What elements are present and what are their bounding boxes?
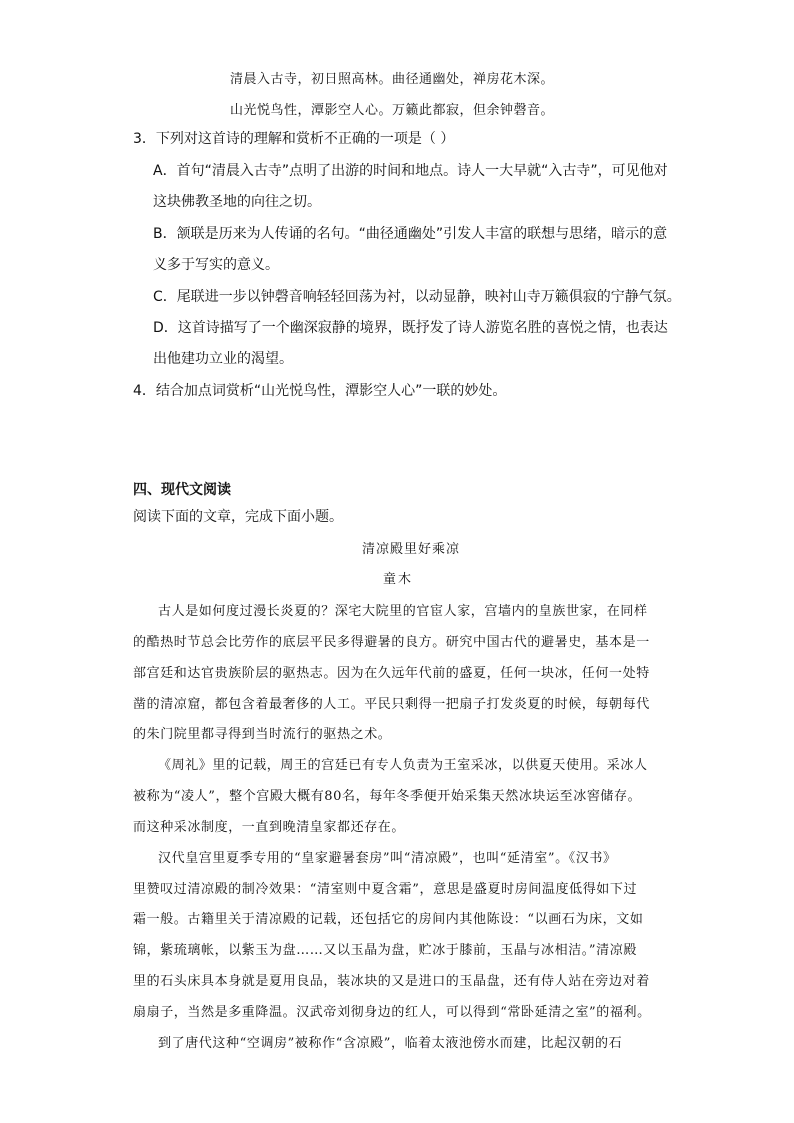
article-author: 童木: [383, 572, 414, 587]
para-3-line-2: 里赞叹过清凉殿的制冷效果：“清室则中夏含霜”，意思是盛夏时房间温度低得如下过: [133, 882, 638, 897]
para-3-line-5: 里的石头床具本身就是夏用良品，装冰块的又是进口的玉晶盘，还有侍人站在旁边对着: [133, 974, 650, 989]
para-2-line-2: 被称为“凌人”，整个宫殿大概有80名，每年冬季便开始采集天然冰块运至冰窖储存。: [133, 789, 642, 804]
option-a-line-1: A．首句“清晨入古寺”点明了出游的时间和地点。诗人一大早就“入古寺”，可见他对: [153, 163, 668, 179]
question-3-stem: 3．下列对这首诗的理解和赏析不正确的一项是（ ）: [133, 131, 455, 147]
poem-line-1: 清晨入古寺，初日照高林。曲径通幽处，禅房花木深。: [230, 72, 555, 87]
option-d-line-1: D．这首诗描写了一个幽深寂静的境界，既抒发了诗人游览名胜的喜悦之情，也表达: [153, 320, 668, 336]
option-d-line-2: 出他建功立业的渴望。: [153, 351, 293, 367]
para-1-line-1: 古人是如何度过漫长炎夏的？深宅大院里的官宦人家，宫墙内的皇族世家，在同样: [158, 604, 648, 619]
para-2-line-3: 而这种采冰制度，一直到晚清皇家都还存在。: [133, 820, 406, 835]
option-a-line-2: 这块佛教圣地的向往之切。: [153, 194, 321, 210]
para-1-line-5: 的朱门院里都寻得到当时流行的驱热之术。: [133, 727, 392, 742]
para-1-line-4: 凿的清凉窟，都包含着最奢侈的人工。平民只剩得一把扇子打发炎夏的时候，每朝每代: [133, 697, 650, 712]
para-1-line-3: 部宫廷和达官贵族阶层的驱热志。因为在久远年代前的盛夏，任何一块冰，任何一处特: [133, 666, 650, 681]
poem-line-2: 山光悦鸟性，潭影空人心。万籁此都寂，但余钟磬音。: [230, 103, 555, 118]
para-1-line-2: 的酷热时节总会比劳作的底层平民多得避暑的良方。研究中国古代的避暑史，基本是一: [133, 635, 650, 650]
section-heading: 四、现代文阅读: [133, 482, 231, 498]
article-title: 清凉殿里好乘凉: [362, 542, 461, 557]
question-4-stem: 4．结合加点词赏析“山光悦鸟性，潭影空人心”一联的妙处。: [133, 383, 507, 399]
para-4-line-1: 到了唐代这种“空调房”被称作“含凉殿”，临着太液池傍水而建，比起汉朝的石: [158, 1036, 623, 1051]
para-3-line-4: 锦，紫琉璃帐，以紫玉为盘……又以玉晶为盘，贮冰于膝前，玉晶与冰相洁。”清凉殿: [133, 943, 637, 958]
option-c-line-1: C．尾联进一步以钟磬音响轻轻回荡为衬，以动显静，映衬山寺万籁俱寂的宁静气氛。: [153, 289, 681, 305]
section-intro: 阅读下面的文章，完成下面小题。: [133, 509, 343, 525]
para-2-line-1: 《周礼》里的记载，周王的宫廷已有专人负责为王室采冰，以供夏天使用。采冰人: [158, 758, 648, 773]
option-b-line-1: B．颔联是历来为人传诵的名句。“曲径通幽处”引发人丰富的联想与思绪，暗示的意: [153, 226, 668, 242]
option-b-line-2: 义多于写实的意义。: [153, 257, 279, 273]
para-3-line-6: 扇扇子，当然是多重降温。汉武帝刘彻身边的红人，可以得到“常卧延清之室”的福利。: [133, 1005, 651, 1020]
para-3-line-1: 汉代皇宫里夏季专用的“皇家避暑套房”叫“清凉殿”，也叫“延清室”。《汉书》: [158, 851, 617, 866]
para-3-line-3: 霜一般。古籍里关于清凉殿的记载，还包括它的房间内其他陈设：“以画石为床，文如: [133, 912, 644, 927]
